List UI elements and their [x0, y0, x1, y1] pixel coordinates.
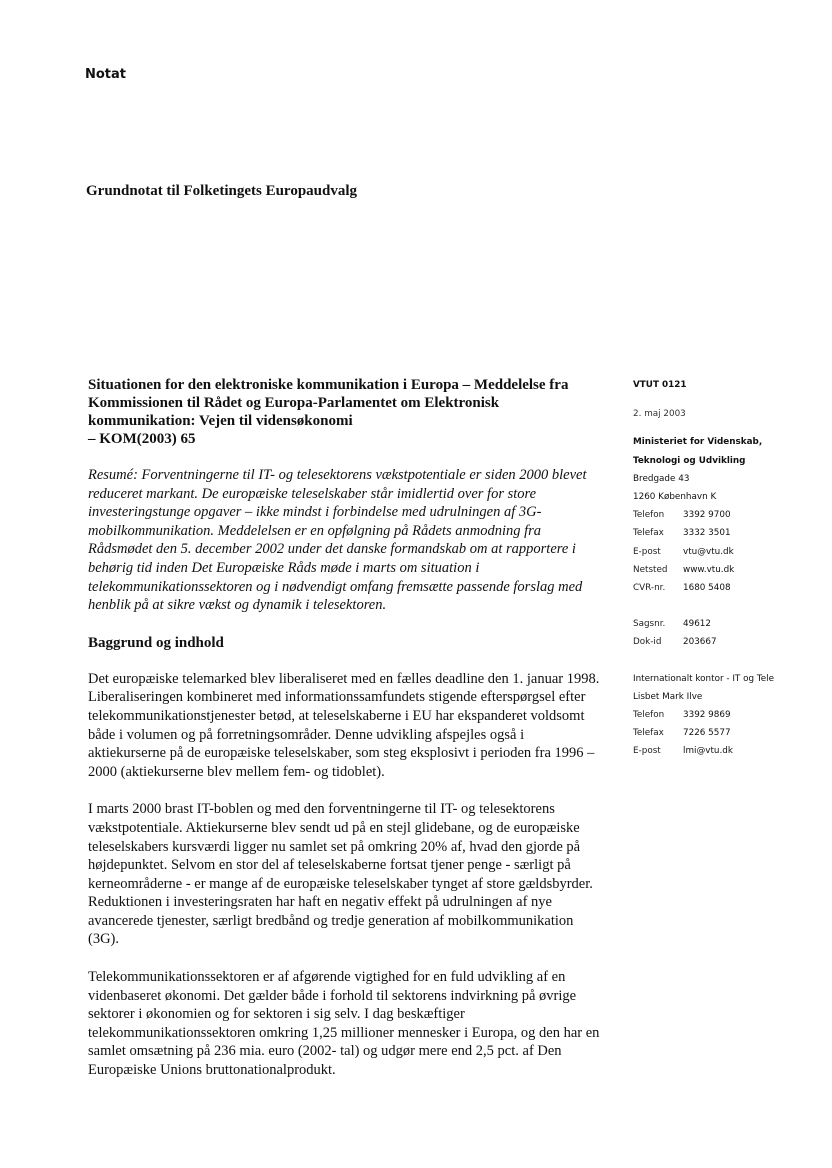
case-value: 49612	[683, 619, 711, 630]
contact-key: Telefon	[633, 510, 665, 521]
address-line: 1260 København K	[633, 492, 717, 503]
contact-row	[633, 706, 823, 724]
case-key: Dok-id	[633, 637, 662, 648]
case-row	[633, 615, 823, 633]
summary-text: Resumé: Forventningerne til IT- og telesektorens vækstpotentiale er siden 2000 blevet reduceret markant. De europæiske teleselskaber står imidlertid over for store investeringstunge opgaver – ikke mindst i forbindelse med udrulningen af 3G-mobilkommunikation. Meddelelsen er en opfølgning på Rådets anmodning fra Rådsmødet den 5. december 2002 under det danske formandskab om at rapportere i behørig tid inden Det Europæiske Råds møde i marts om situation i telekommunikationssektoren og i nødvendigt omfang fremsætte passende forslag med henblik på at sikre vækst og dynamik i telesektoren.	[88, 467, 587, 614]
contact-key: E-post	[633, 746, 661, 757]
body-paragraph: I marts 2000 brast IT-boblen og med den forventningerne til IT- og telesektorens vækstpotentiale. Aktiekurserne blev sendt ud på en stejl glidebane, og de europæiske teleselskabers kursværdi ligger nu samlet set på omkring 20% af, hvad den gjorde på højdepunktet. Selvom en stor del af teleselskaberne fortsat tjener penge - særligt på kerneområderne - er mange af de europæiske teleselskaber tynget af store gældsbyrder. Reduktionen i investeringsraten har haft en negativ effekt på udrulningen af nye avancerede tjenester, særligt bredbånd og tredje generation af mobilkommunikation (3G).	[88, 801, 593, 948]
title-reference: – KOM(2003) 65	[88, 431, 196, 447]
contact-row	[633, 724, 823, 742]
contact-value: 3392 9869	[683, 710, 731, 721]
contact-value: lmi@vtu.dk	[683, 746, 733, 757]
title-line: kommunikation: Vejen til vidensøkonomi	[88, 413, 353, 429]
ministry-name-line: Ministeriet for Videnskab,	[633, 437, 763, 448]
contact-person-info	[633, 670, 823, 761]
contact-row	[633, 506, 823, 524]
contact-row	[633, 543, 823, 561]
case-row	[633, 633, 823, 651]
contact-row	[633, 561, 823, 579]
contact-key: E-post	[633, 546, 661, 557]
document-type-heading: Grundnotat til Folketingets Europaudvalg	[86, 183, 358, 199]
document-label: Notat	[85, 67, 127, 82]
case-info	[633, 615, 823, 651]
document-title	[88, 376, 603, 448]
sidebar-info	[633, 376, 823, 761]
contact-row	[633, 579, 823, 597]
contact-key: Telefon	[633, 710, 665, 721]
case-value: 203667	[683, 637, 717, 648]
contact-value: 3392 9700	[683, 510, 731, 521]
main-content	[88, 376, 603, 1080]
document-id: VTUT 0121	[633, 380, 687, 390]
contact-value: 7226 5577	[683, 728, 731, 739]
address-line: Bredgade 43	[633, 473, 690, 484]
contact-value: 1680 5408	[683, 583, 731, 594]
title-line: Kommissionen til Rådet og Europa-Parlamentet om Elektronisk	[88, 395, 500, 411]
contact-key: Netsted	[633, 564, 668, 575]
office-name: Internationalt kontor - IT og Tele	[633, 673, 775, 684]
contact-value: 3332 3501	[683, 528, 731, 539]
case-key: Sagsnr.	[633, 619, 666, 630]
body-paragraph: Det europæiske telemarked blev liberaliseret med en fælles deadline den 1. januar 1998. Liberaliseringen kombineret med informationssamfundets stigende efterspørgsel efter telekommunikationstjenester betød, at teleselskaberne i EU har ekspanderet voldsomt både i volumen og på forretningsområder. Denne udvikling afspejles også i aktiekurserne på de europæiske teleselskaber, som steg eksplosivt i perioden fra 1996 – 2000 (aktiekurserne blev mellem fem- og tidoblet).	[88, 670, 600, 780]
contact-value: vtu@vtu.dk	[683, 546, 734, 557]
contact-person-name: Lisbet Mark Ilve	[633, 691, 703, 702]
contact-key: CVR-nr.	[633, 583, 666, 594]
section-heading: Baggrund og indhold	[88, 634, 224, 651]
contact-key: Telefax	[633, 728, 664, 739]
contact-value: www.vtu.dk	[683, 564, 735, 575]
contact-row	[633, 524, 823, 542]
ministry-name-line: Teknologi og Udvikling	[633, 455, 746, 466]
body-paragraph: Telekommunikationssektoren er af afgørende vigtighed for en fuld udvikling af en videnbaseret økonomi. Det gælder både i forhold til sektorens indvirkning på øvrige sektorer i økonomien og for sektoren i sig selv. I dag beskæftiger telekommunikationssektoren omkring 1,25 millioner mennesker i Europa, og den har en samlet omsætning på 236 mia. euro (2002- tal) og udgør mere end 2,5 pct. af Den Europæiske Unions bruttonationalprodukt.	[88, 969, 600, 1079]
title-line: Situationen for den elektroniske kommunikation i Europa – Meddelelse fra	[88, 377, 569, 393]
ministry-name	[633, 433, 823, 469]
document-date: 2. maj 2003	[633, 409, 686, 420]
contact-row	[633, 742, 823, 760]
contact-key: Telefax	[633, 528, 664, 539]
